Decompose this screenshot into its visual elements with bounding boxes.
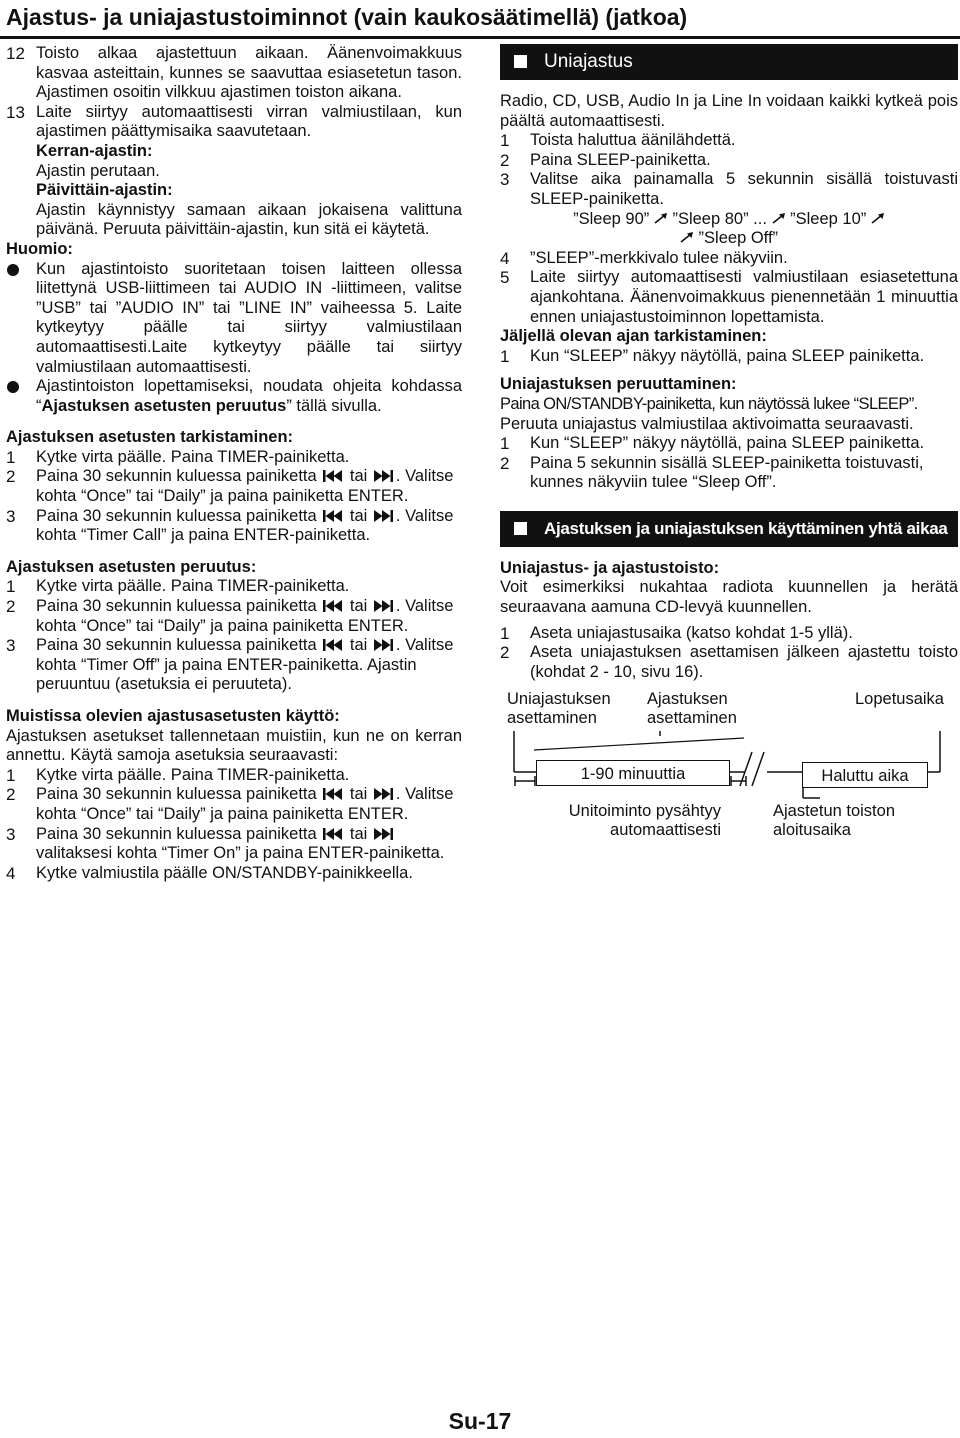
label-sleep-stops: Unitoiminto pysähtyy automaattisesti: [568, 802, 721, 840]
note-text: Kun ajastintoisto suoritetaan toisen laitteen ollessa liitettynä USB-liittimeen tai AUDIO IN -liittimeen, valitse ”USB” tai ”AUDIO IN” tai ”LINE IN” vaiheessa 5. Laite kytkeytyy päälle tai siirtyy valmiustilaan automaattisesti.Laite kytkeytyy päälle tai siirtyy valmiustilaan automaattisesti.: [36, 259, 462, 376]
skip-forward-icon: [372, 787, 396, 801]
step-text-end: . Valitse kohta “Timer Off” ja paina ENTER-painiketta. Ajastin peruuntuu (asetuksia ei peruuteta).: [36, 636, 454, 694]
sleep-intro: Radio, CD, USB, Audio In ja Line In voidaan kaikki kytkeä pois päältä automaattisesti.: [500, 92, 958, 130]
page-number: Su-17: [448, 1408, 512, 1434]
check-step-2: 2 Paina 30 sekunnin kuluessa painiketta tai . Valitse kohta “Once” tai “Daily” ja paina painiketta ENTER.: [6, 467, 454, 506]
skip-back-icon: [321, 469, 345, 483]
label-sleep-setting: Uniajastuksen asettaminen: [507, 690, 611, 728]
skip-back-icon: [321, 509, 345, 523]
remaining-heading: Jäljellä olevan ajan tarkistaminen:: [500, 327, 767, 346]
arrow-icon: [680, 231, 694, 243]
step-text: Paina 5 sekunnin sisällä SLEEP-painiketta toistuvasti, kunnes näkyviin tulee “Sleep Off”.: [530, 453, 924, 492]
memory-step-1: 1 Kytke virta päälle. Paina TIMER-painiketta.: [6, 765, 350, 785]
sleep-step-4: 4 ”SLEEP”-merkkivalo tulee näkyviin.: [500, 248, 788, 268]
step-text: Toisto alkaa ajastettuun aikaan. Äänenvoimakkuus kasvaa asteittain, kunnes se saavuttaa esiasetetun tason. Ajastimen osoitin vilkkuu ajastimen toiston aikana.: [36, 44, 462, 102]
sleep-option: ”Sleep Off”: [698, 229, 779, 248]
or-text: tai: [349, 785, 368, 804]
or-text: tai: [349, 636, 368, 655]
combo-section-title: Ajastuksen ja uniajastuksen käyttäminen yhtä aikaa: [544, 518, 948, 538]
or-text: tai: [349, 506, 368, 525]
step-text: Paina 30 sekunnin kuluessa painiketta: [36, 467, 317, 486]
cancel-heading: Ajastuksen asetusten peruutus:: [6, 557, 257, 576]
desired-time-box: Haluttu aika: [802, 762, 928, 788]
skip-forward-icon: [372, 638, 396, 652]
note-text-c: ” tällä sivulla.: [286, 396, 382, 415]
sleep-section-header: [500, 44, 958, 80]
page-title: Ajastus- ja uniajastustoiminnot (vain kaukosäätimellä) (jatkoa): [6, 4, 688, 30]
sleep-cancel-text-2: Peruuta uniajastus valmiustilaa aktivoimatta seuraavasti.: [500, 414, 914, 433]
step-text: Paina 30 sekunnin kuluessa painiketta: [36, 824, 317, 843]
step-text: Kytke virta päälle. Paina TIMER-painiketta.: [36, 447, 350, 466]
bullet-icon: [7, 264, 19, 276]
sleep-step-1: 1 Toista haluttua äänilähdettä.: [500, 131, 736, 151]
arrow-icon: [871, 212, 885, 224]
once-timer-label: Kerran-ajastin:: [36, 141, 153, 160]
check-heading: Ajastuksen asetusten tarkistaminen:: [6, 428, 294, 447]
step-text: Kun “SLEEP” näkyy näytöllä, paina SLEEP painiketta.: [530, 434, 925, 453]
note-text-link: Ajastuksen asetusten peruutus: [41, 396, 287, 415]
step-text: Laite siirtyy automaattisesti virran valmiustilaan, kun ajastimen päättymisaika saavutetaan.: [36, 102, 462, 141]
label-end-time: Lopetusaika: [855, 690, 944, 709]
check-step-3: 3 Paina 30 sekunnin kuluessa painiketta tai . Valitse kohta “Timer Call” ja paina ENTER-painiketta.: [6, 506, 454, 545]
memory-heading: Muistissa olevien ajastusasetusten käyttö:: [6, 707, 340, 725]
step-text-end: valitaksesi kohta “Timer On” ja paina ENTER-painiketta.: [36, 844, 445, 863]
note-item-1: [6, 260, 462, 378]
sleep-option: ”Sleep 90”: [573, 209, 650, 228]
duration-box: 1-90 minuuttia: [536, 760, 730, 786]
daily-timer-text: Ajastin käynnistyy samaan aikaan jokaisena valittuna päivänä. Peruuta päivittäin-ajastin, kun sitä ei käytetä.: [36, 200, 462, 239]
step-text-end: . Valitse kohta “Once” tai “Daily” ja paina painiketta ENTER.: [36, 467, 454, 506]
step-text-end: . Valitse kohta “Timer Call” ja paina ENTER-painiketta.: [36, 506, 454, 545]
remaining-step-1: 1 Kun “SLEEP” näkyy näytöllä, paina SLEEP painiketta.: [500, 346, 925, 366]
sleep-sequence-line-2: [500, 229, 958, 249]
left-column: [6, 44, 462, 883]
skip-forward-icon: [372, 827, 396, 841]
step-text: Aseta uniajastuksen asettamisen jälkeen ajastettu toisto (kohdat 2 - 10, sivu 16).: [530, 643, 958, 681]
sleep-option: ”Sleep 80” ...: [672, 209, 767, 228]
skip-back-icon: [321, 599, 345, 613]
step-text: Laite siirtyy automaattisesti valmiustilaan esiasetettuna ajankohtana. Äänenvoimakkuus pienennetään 1 minuuttia ennen uniajastustoiminnon lopettamista.: [530, 268, 958, 326]
sleep-cancel-heading: Uniajastuksen peruuttaminen:: [500, 375, 737, 394]
daily-timer-label: Päivittäin-ajastin:: [36, 181, 173, 200]
label-timer-setting: Ajastuksen asettaminen: [647, 690, 737, 728]
bullet-icon: [7, 381, 19, 393]
skip-forward-icon: [372, 509, 396, 523]
combo-intro: Voit esimerkiksi nukahtaa radiota kuunnellen ja herätä seuraavana aamuna CD-levyä kuunnellen.: [500, 578, 958, 617]
step-text: Toista haluttua äänilähdettä.: [530, 131, 736, 150]
cancel-step-1: 1 Kytke virta päälle. Paina TIMER-painiketta.: [6, 577, 350, 597]
step-12: [6, 44, 462, 103]
step-text: Valitse aika painamalla 5 sekunnin sisällä toistuvasti SLEEP-painiketta.: [530, 170, 958, 208]
sleep-step-3: 3 Valitse aika painamalla 5 sekunnin sisällä toistuvasti SLEEP-painiketta.: [500, 170, 958, 208]
skip-back-icon: [321, 638, 345, 652]
or-text: tai: [349, 824, 368, 843]
step-text: Kun “SLEEP” näkyy näytöllä, paina SLEEP painiketta.: [530, 346, 925, 365]
square-bullet-icon: [514, 522, 527, 535]
right-column: [500, 44, 958, 860]
sleep-cancel-step-2: 2 Paina 5 sekunnin sisällä SLEEP-painiketta toistuvasti, kunnes näkyviin tulee “Sleep Off”.: [500, 453, 924, 492]
skip-back-icon: [321, 787, 345, 801]
step-13: [6, 103, 462, 142]
step-text: Paina 30 sekunnin kuluessa painiketta: [36, 785, 317, 804]
step-text-end: . Valitse kohta “Once” tai “Daily” ja paina painiketta ENTER.: [36, 785, 454, 823]
check-step-1: 1 Kytke virta päälle. Paina TIMER-painiketta.: [6, 447, 350, 467]
title-rule: [0, 36, 960, 39]
skip-forward-icon: [372, 599, 396, 613]
combo-step-1: 1 Aseta uniajastusaika (katso kohdat 1-5 yllä).: [500, 623, 853, 643]
note-item-2: [6, 377, 462, 416]
skip-back-icon: [321, 827, 345, 841]
sleep-option: ”Sleep 10”: [790, 209, 867, 228]
step-text: Aseta uniajastusaika (katso kohdat 1-5 yllä).: [530, 623, 853, 642]
note-label: Huomio:: [6, 239, 73, 258]
memory-step-4: 4 Kytke valmiustila päälle ON/STANDBY-painikkeella.: [6, 863, 413, 883]
memory-step-3: 3 Paina 30 sekunnin kuluessa painiketta tai valitaksesi kohta “Timer On” ja paina ENTER-painiketta.: [6, 824, 445, 863]
sleep-cancel-step-1: 1 Kun “SLEEP” näkyy näytöllä, paina SLEEP painiketta.: [500, 434, 925, 454]
step-text: Kytke valmiustila päälle ON/STANDBY-painikkeella.: [36, 863, 413, 882]
step-text-end: . Valitse kohta “Once” tai “Daily” ja paina painiketta ENTER.: [36, 597, 454, 635]
square-bullet-icon: [514, 55, 527, 68]
combo-section-header: [500, 511, 958, 547]
or-text: tai: [349, 467, 368, 486]
sleep-step-2: 2 Paina SLEEP-painiketta.: [500, 150, 711, 170]
note-text-a: Ajastintoiston lopettamiseksi, noudata ohjeita kohdassa “: [36, 377, 462, 415]
skip-forward-icon: [372, 469, 396, 483]
sleep-cancel-text-1: Paina ON/STANDBY-painiketta, kun näytössä lukee “SLEEP”.: [500, 394, 918, 413]
sleep-section-title: Uniajastus: [544, 51, 633, 72]
memory-intro: Ajastuksen asetukset tallennetaan muistiin, kun ne on kerran annettu. Käytä samoja asetuksia seuraavasti:: [6, 726, 462, 765]
combo-step-2: 2 Aseta uniajastuksen asettamisen jälkeen ajastettu toisto (kohdat 2 - 10, sivu 16).: [500, 643, 958, 681]
step-text: Paina SLEEP-painiketta.: [530, 150, 711, 169]
step-number: 13: [6, 102, 25, 122]
step-text: Paina 30 sekunnin kuluessa painiketta: [36, 597, 317, 616]
memory-step-2: 2 Paina 30 sekunnin kuluessa painiketta tai . Valitse kohta “Once” tai “Daily” ja paina painiketta ENTER.: [6, 785, 454, 823]
once-timer-text: Ajastin perutaan.: [36, 161, 160, 180]
arrow-icon: [654, 212, 668, 224]
step-number: 12: [6, 44, 25, 63]
step-text: ”SLEEP”-merkkivalo tulee näkyviin.: [530, 248, 788, 267]
cancel-step-2: 2 Paina 30 sekunnin kuluessa painiketta tai . Valitse kohta “Once” tai “Daily” ja paina painiketta ENTER.: [6, 597, 454, 635]
or-text: tai: [349, 597, 368, 616]
sleep-sequence-line-1: [500, 210, 958, 230]
timing-diagram: [500, 690, 958, 860]
arrow-icon: [772, 212, 786, 224]
label-timer-start: Ajastetun toiston aloitusaika: [773, 802, 895, 840]
step-text: Paina 30 sekunnin kuluessa painiketta: [36, 636, 317, 655]
step-text: Kytke virta päälle. Paina TIMER-painiketta.: [36, 577, 350, 596]
step-text: Kytke virta päälle. Paina TIMER-painiketta.: [36, 765, 350, 784]
cancel-step-3: 3 Paina 30 sekunnin kuluessa painiketta tai . Valitse kohta “Timer Off” ja paina ENTER-painiketta. Ajastin peruuntuu (asetuksia ei peruuteta).: [6, 636, 454, 694]
step-text: Paina 30 sekunnin kuluessa painiketta: [36, 506, 317, 525]
combo-subheading: Uniajastus- ja ajastustoisto:: [500, 558, 720, 577]
sleep-step-5: 5 Laite siirtyy automaattisesti valmiustilaan esiasetettuna ajankohtana. Äänenvoimakkuus pienennetään 1 minuuttia ennen uniajastustoiminnon lopettamista.: [500, 268, 958, 326]
